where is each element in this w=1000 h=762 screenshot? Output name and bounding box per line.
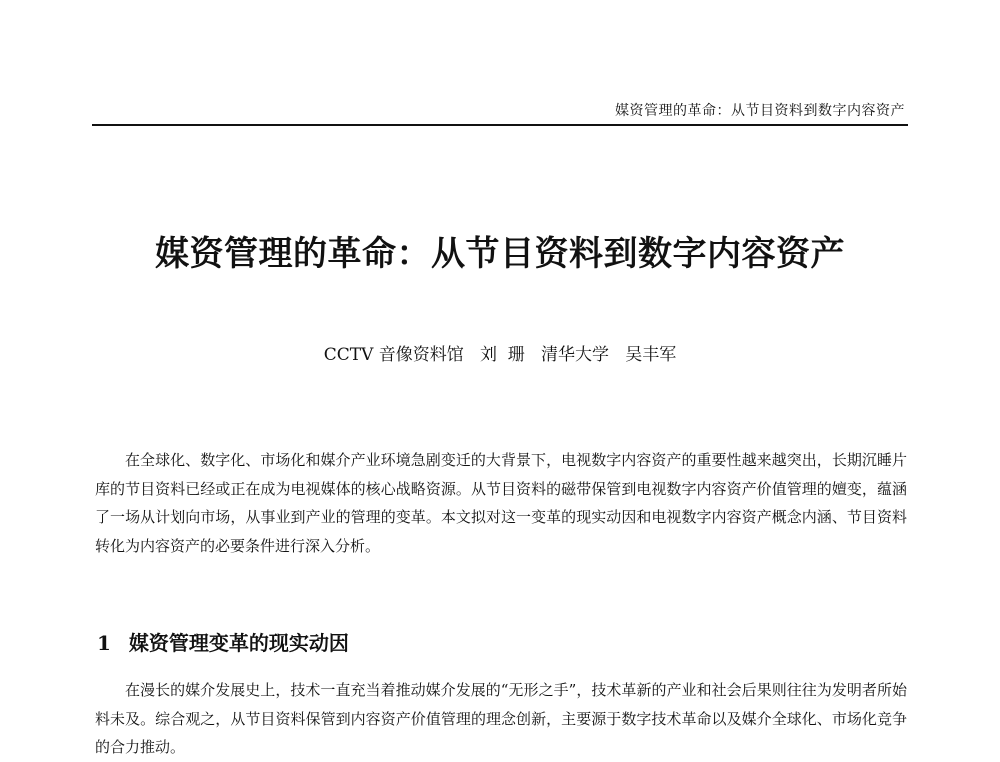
abstract-paragraph: 在全球化、数字化、市场化和媒介产业环境急剧变迁的大背景下，电视数字内容资产的重要性越来越突出，长期沉睡片库的节目资料已经或正在成为电视媒体的核心战略资源。从节目资料的磁带保管到电视数字内容资产价值管理的嬗变，蕴涵了一场从计划向市场，从事业到产业的管理的变革。本文拟对这一变革的现实动因和电视数字内容资产概念内涵、节目资料转化为内容资产的必要条件进行深入分析。: [95, 451, 907, 555]
header-rule: [92, 124, 908, 126]
section-body-paragraph: 在漫长的媒介发展史上，技术一直充当着推动媒介发展的“无形之手”，技术革新的产业和社会后果则往往为发明者所始料未及。综合观之，从节目资料保管到内容资产价值管理的理念创新，主要源于数字技术革命以及媒介全球化、市场化竞争的合力推动。: [95, 681, 907, 756]
paper-title: 媒资管理的革命：从节目资料到数字内容资产: [155, 234, 845, 274]
section-heading: [97, 627, 349, 656]
running-header: 媒资管理的革命：从节目资料到数字内容资产: [615, 103, 905, 119]
author-line: CCTV 音像资料馆 刘 珊 清华大学 吴丰军: [323, 345, 677, 365]
section-title: 媒资管理变革的现实动因: [128, 631, 349, 655]
section-number: 1: [97, 631, 111, 655]
